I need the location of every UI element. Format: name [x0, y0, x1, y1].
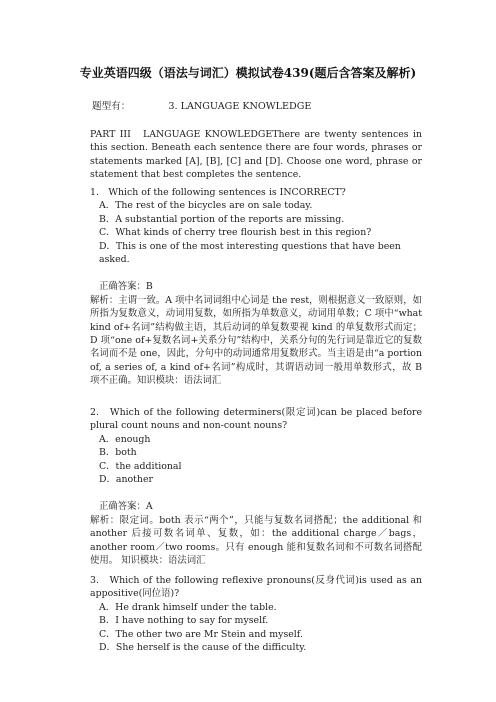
section-instructions: PART III LANGUAGE KNOWLEDGEThere are twenty sentences in this section. Beneath each sentence there are four words, phrases or statements marked [A], [B], [C] and [D]. Choose one word, phrase or statement that best completes the sentence.: [90, 129, 422, 181]
answer-line: 正确答案：A: [99, 501, 153, 513]
option-b: B．both: [99, 447, 137, 459]
option-a: A．The rest of the bicycles are on sale today.: [99, 200, 313, 212]
document-title: 专业英语四级（语法与词汇）模拟试卷439(题后含答案及解析): [79, 66, 417, 80]
question-type-line: [92, 98, 311, 112]
question-2: [90, 406, 422, 567]
option-a: A．enough: [99, 433, 151, 445]
option-d: D．This is one of the most interesting questions that have been asked.: [99, 240, 401, 266]
question-stem: 3. Which of the following reflexive pronouns(反身代词)is used as an appositive(同位语)?: [90, 575, 422, 600]
question-3: [90, 574, 422, 654]
option-a: A．He drank himself under the table.: [99, 601, 277, 613]
question-type-label: 题型有：: [92, 101, 131, 112]
option-c: C．The other two are Mr Stein and myself.: [99, 628, 303, 640]
option-d: D．another: [99, 474, 153, 486]
explanation: 解析：主谓一致。A 项中名词词组中心词是 the rest，则根据意义一致原则，如所指为复数意义，动词用复数，如所指为单数意义，动词用单数；C 项中“what kind of+名词”结构做主语，其后动词的单复数要视 kind 的单复数形式而定；D 项“one of+复数名词+关系分句”结构中，关系分句的先行词是靠近它的复数名词而不是 one，因此，分句中的动词通常用复数形式。当主语是由“a portion of, a series of, a kind of+名词”构成时，其谓语动词一般用单数形式，故 B 项不正确。知识模块：语法词汇: [90, 294, 422, 387]
question-stem: 1. Which of the following sentences is INCORRECT?: [90, 187, 346, 198]
option-b: B．I have nothing to say for myself.: [99, 615, 269, 627]
question-1: [90, 186, 422, 388]
question-stem: 2. Which of the following determiners(限定词)can be placed before plural count nouns and non-count nouns?: [90, 407, 422, 432]
question-type-value: 3. LANGUAGE KNOWLEDGE: [168, 101, 312, 112]
option-b: B．A substantial portion of the reports are missing.: [99, 213, 345, 225]
option-c: C．What kinds of cherry tree flourish best in this region?: [99, 227, 372, 239]
explanation: 解析：限定词。both 表示“两个”，只能与复数名词搭配；the additional 和 another 后接可数名词单、复数，如：the additional charge／bags，another room／two rooms。只有 enough 能和复数名词和不可数名词搭配使用。 知识模块：语法词汇: [90, 514, 422, 567]
answer-line: 正确答案：B: [99, 281, 153, 293]
option-d: D．She herself is the cause of the difficulty.: [99, 642, 307, 654]
option-c: C．the additional: [99, 460, 182, 472]
